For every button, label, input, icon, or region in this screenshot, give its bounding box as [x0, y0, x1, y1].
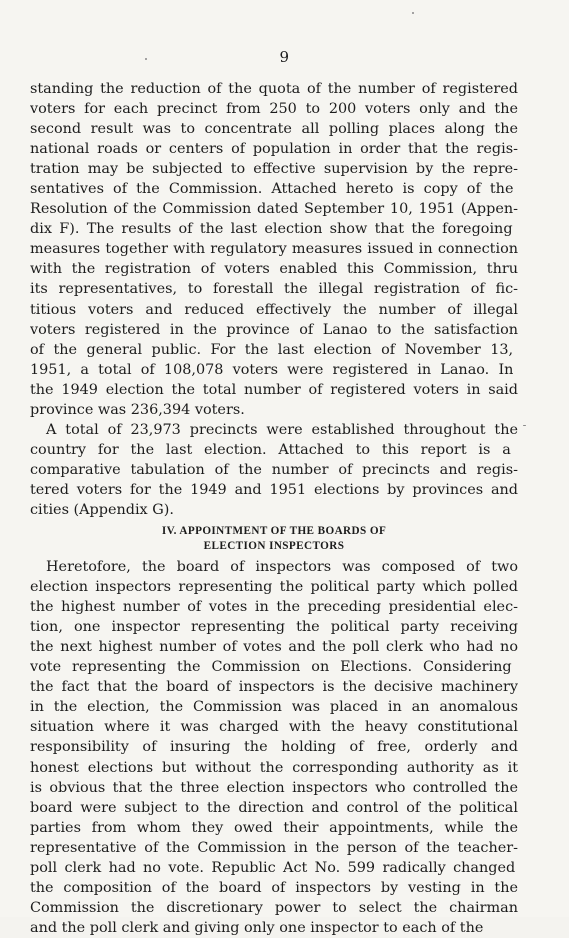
section-heading-line-2: ELECTION INSPECTORS [203, 540, 345, 553]
text-line: Resolution of the Commission dated September 10, 1951 (Appen- [30, 201, 518, 218]
text-line: is obvious that the three election inspectors who controlled the [30, 779, 518, 796]
text-line: A total of 23,973 precincts were established throughout the [46, 421, 518, 438]
text-line: situation where it was charged with the heavy constitutional [30, 719, 518, 736]
text-line: and the poll clerk and giving only one inspector to each of the [30, 919, 484, 936]
page-number: 9 [279, 48, 290, 66]
text-line: dix F). The results of the last election show that the foregoing [30, 221, 513, 238]
text-line: tion, one inspector representing the political party receiving [30, 619, 518, 636]
text-line: titious voters and reduced effectively the number of illegal [30, 301, 518, 318]
text-line: comparative tabulation of the number of precincts and regis- [30, 461, 518, 478]
text-line: responsibility of insuring the holding of free, orderly and [30, 739, 518, 756]
section-heading-line-1: IV. APPOINTMENT OF THE BOARDS OF [161, 525, 387, 538]
text-line: Commission the discretionary power to select the chairman [30, 899, 518, 916]
paragraph-registration-results [30, 79, 518, 420]
paragraph-boards-of-inspectors [30, 557, 518, 938]
text-line: the highest number of votes in the preceding presidential elec- [30, 599, 518, 616]
text-line: voters for each precinct from 250 to 200 voters only and the [30, 101, 518, 118]
text-line: the 1949 election the total number of registered voters in said [30, 381, 518, 398]
paragraph-precincts [30, 420, 518, 520]
paper-speck [523, 425, 526, 426]
text-line: the next highest number of votes and the poll clerk who had no [30, 639, 518, 656]
text-line: sentatives of the Commission. Attached hereto is copy of the [30, 181, 514, 198]
body-text [30, 79, 518, 938]
text-line: 1951, a total of 108,078 voters were registered in Lanao. In [30, 361, 514, 378]
text-line: tered voters for the 1949 and 1951 elections by provinces and [30, 481, 518, 498]
text-line: its representatives, to forestall the illegal registration of fic- [30, 281, 518, 298]
text-line: in the election, the Commission was placed in an anomalous [30, 699, 518, 716]
text-line: measures together with regulatory measures issued in connection [30, 241, 518, 258]
text-line: honest elections but without the corresponding authority as it [30, 759, 518, 776]
text-line: election inspectors representing the political party which polled [30, 579, 518, 596]
text-line: standing the reduction of the quota of the number of registered [30, 81, 518, 97]
text-line: of the general public. For the last election of November 13, [30, 341, 514, 358]
text-line: board were subject to the direction and control of the political [30, 799, 518, 816]
text-line: country for the last election. Attached to this report is a [30, 441, 511, 458]
text-line: national roads or centers of population in order that the regis- [30, 141, 518, 158]
text-line: with the registration of voters enabled this Commission, thru [30, 261, 518, 278]
text-line: poll clerk had no vote. Republic Act No. 599 radically changed [30, 859, 516, 876]
paper-speck [412, 12, 414, 14]
text-line: Heretofore, the board of inspectors was composed of two [46, 559, 518, 576]
text-line: second result was to concentrate all polling places along the [30, 121, 518, 138]
text-line: province was 236,394 voters. [30, 401, 245, 418]
text-line: cities (Appendix G). [30, 501, 174, 518]
paper-speck [145, 58, 147, 60]
text-line: voters registered in the province of Lanao to the satisfaction [30, 321, 518, 338]
text-line: representative of the Commission in the person of the teacher- [30, 839, 518, 856]
text-line: the fact that the board of inspectors is the decisive machinery [30, 679, 518, 696]
text-line: parties from whom they owed their appointments, while the [30, 819, 518, 836]
text-line: tration may be subjected to effective supervision by the repre- [30, 161, 518, 178]
text-line: the composition of the board of inspectors by vesting in the [30, 879, 518, 896]
text-line: vote representing the Commission on Elections. Considering [30, 659, 512, 676]
